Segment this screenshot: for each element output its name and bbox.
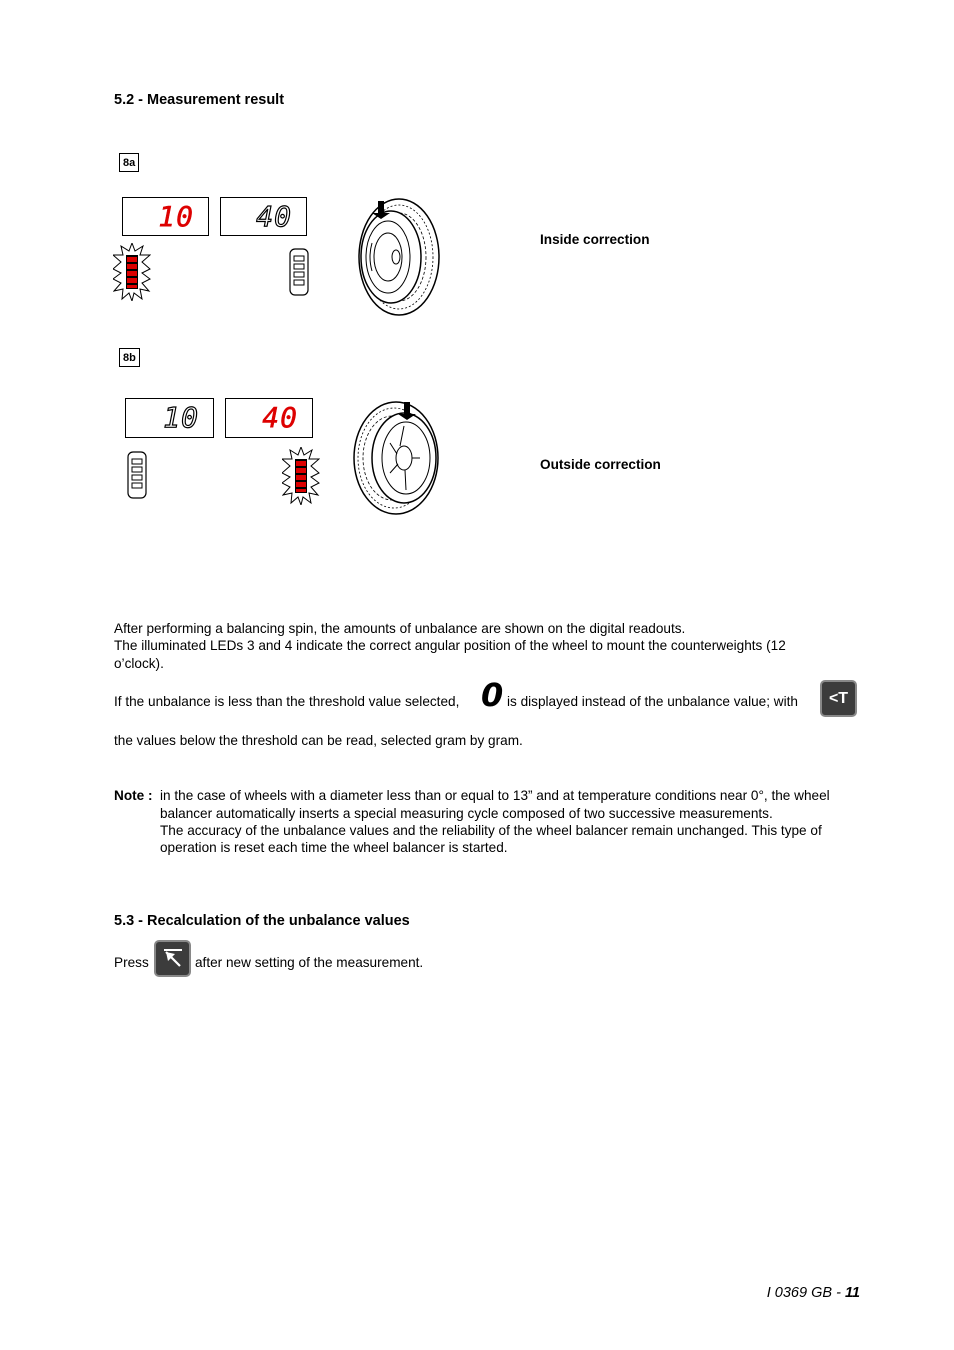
left-readout-value: 10 [163, 401, 199, 434]
note-line-2: balancer automatically inserts a special measuring cycle composed of two successive measurements. [160, 806, 773, 821]
caption-outside-correction: Outside correction [540, 457, 661, 472]
seven-segment-zero-icon: 0 [481, 676, 504, 714]
note-line-4: operation is reset each time the wheel balancer is started. [160, 840, 508, 855]
paragraph-1-line-3: o’clock). [114, 656, 164, 671]
note-label: Note : [114, 788, 153, 803]
press-text: Press [114, 955, 149, 970]
left-readout-8a [122, 197, 209, 236]
note-line-3: The accuracy of the unbalance values and the reliability of the wheel balancer remain unchanged. This type of [160, 823, 822, 838]
paragraph-1-line-1: After performing a balancing spin, the amounts of unbalance are shown on the digital readouts. [114, 621, 686, 636]
right-readout-8a [220, 197, 307, 236]
page-number: 11 [844, 1285, 860, 1301]
led-bar-lit-left-8a [113, 243, 151, 301]
tire-inside-view-icon [346, 195, 442, 319]
after-setting-text: after new setting of the measurement. [195, 955, 424, 970]
paragraph-1-line-2: The illuminated LEDs 3 and 4 indicate the correct angular position of the wheel to mount the counterweights (12 [114, 638, 786, 653]
paragraph-2-part-1: If the unbalance is less than the threshold value selected, [114, 694, 460, 709]
figure-tag-8b: 8b [119, 348, 140, 367]
left-readout-value: 10 [158, 199, 194, 233]
paragraph-3: the values below the threshold can be read, selected gram by gram. [114, 733, 523, 748]
note-line-1: in the case of wheels with a diameter less than or equal to 13” and at temperature conditions near 0°, the wheel [160, 788, 830, 803]
led-bar-unlit-right-8a [289, 248, 309, 296]
section-heading-5-3: 5.3 - Recalculation of the unbalance values [114, 913, 410, 929]
left-readout-8b [125, 398, 214, 438]
right-readout-value: 40 [256, 199, 292, 233]
section-heading-5-2: 5.2 - Measurement result [114, 92, 285, 108]
figure-tag-8a: 8a [119, 153, 139, 172]
threshold-key-button[interactable] [820, 680, 857, 717]
arrow-up-left-icon [162, 948, 184, 970]
tire-outside-view-icon [350, 398, 446, 518]
page-footer [767, 1285, 860, 1301]
paragraph-2-part-2: is displayed instead of the unbalance value; with [507, 694, 798, 709]
document-code: I 0369 GB - [766, 1285, 845, 1301]
led-bar-lit-right-8b [282, 447, 320, 505]
threshold-key-label: <T [828, 689, 849, 707]
right-readout-8b [225, 398, 313, 438]
caption-inside-correction: Inside correction [540, 232, 650, 247]
led-bar-unlit-left-8b [127, 451, 147, 499]
right-readout-value: 40 [262, 401, 298, 434]
recalculate-key-button[interactable] [154, 940, 191, 977]
